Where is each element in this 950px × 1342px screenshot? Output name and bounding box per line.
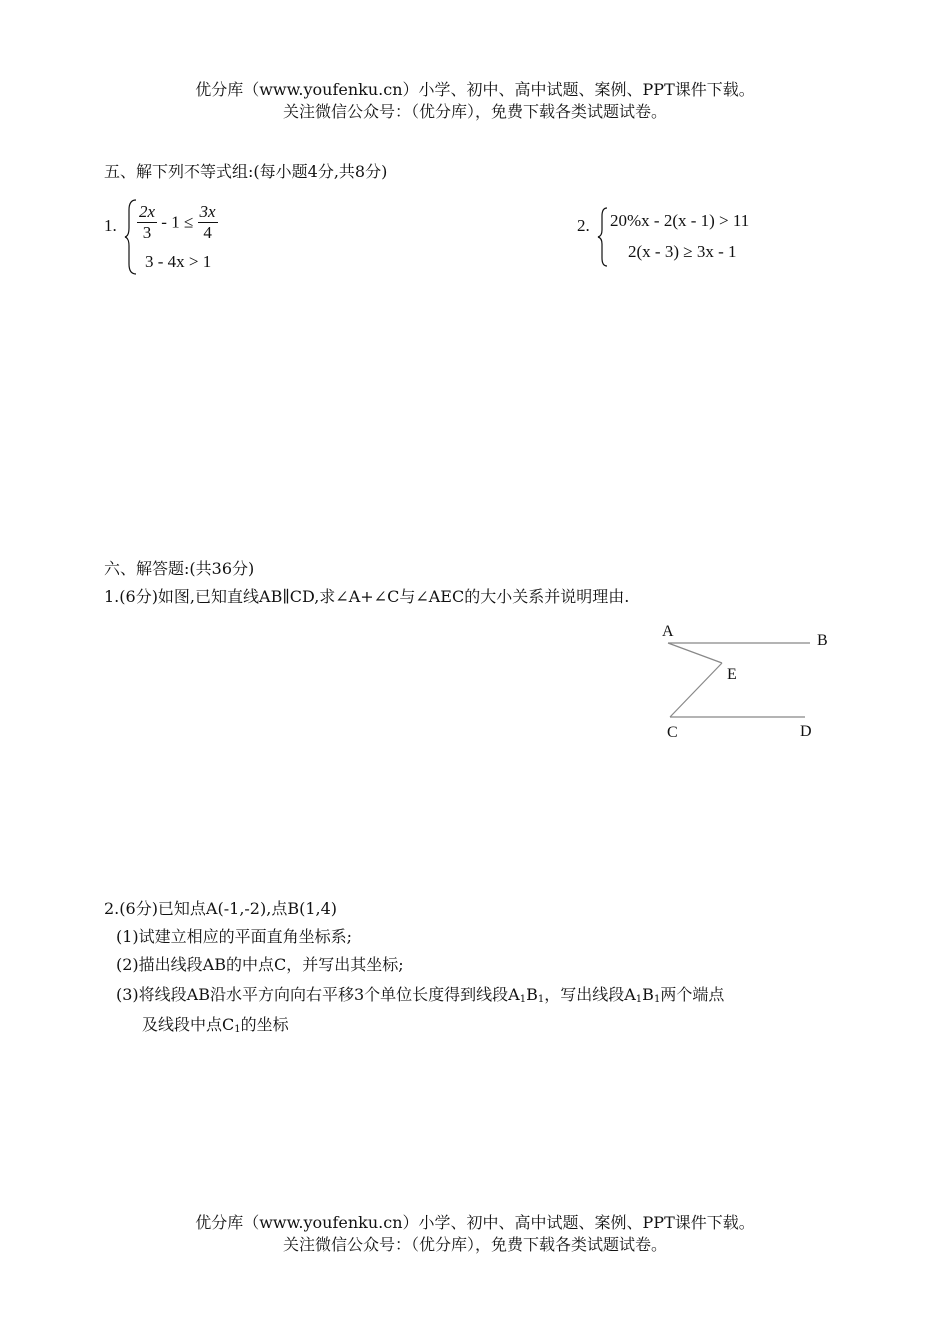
q2-line-2: 2(x - 3) ≥ 3x - 1	[628, 242, 737, 261]
header-line-1: 优分库（www.youfenku.cn）小学、初中、高中试题、案例、PPT课件下载。	[195, 80, 755, 99]
q1-frac-2-num: 3x	[199, 202, 216, 221]
q1-brace	[124, 198, 138, 276]
section-5-title: 五、解下列不等式组:(每小题4分,共8分)	[104, 162, 388, 181]
p3-mid-2: ，写出线段A	[544, 985, 636, 1004]
s6-q2-intro: 2.(6分)已知点A(-1,-2),点B(1,4)	[104, 899, 338, 918]
p3-sub-1: 1	[519, 994, 527, 1005]
label-d: D	[800, 723, 812, 740]
p3-mid-1: B	[526, 985, 538, 1004]
q2-number: 2.	[577, 216, 590, 235]
header-line-2: 关注微信公众号：（优分库），免费下载各类试题试卷。	[282, 102, 667, 121]
p3-sub-2: 1	[537, 994, 545, 1005]
q1-mid: - 1 ≤	[161, 212, 194, 232]
segment-ae	[668, 643, 722, 663]
p3-line2-pre: 及线段中点C	[142, 1015, 235, 1034]
p3-mid-3: B	[642, 985, 654, 1004]
label-b: B	[817, 632, 828, 649]
segment-ec	[670, 663, 722, 717]
footer-line-1: 优分库（www.youfenku.cn）小学、初中、高中试题、案例、PPT课件下载。	[195, 1213, 755, 1232]
label-e: E	[727, 666, 737, 683]
s6-q2-part-3-line-2	[142, 1012, 289, 1035]
q2-line-1: 20%x - 2(x - 1) > 11	[610, 211, 750, 230]
q1-frac-2	[198, 202, 218, 243]
p3-sub-3: 1	[635, 994, 643, 1005]
s6-q2-part-1: (1)试建立相应的平面直角坐标系;	[116, 927, 353, 946]
section-6-title: 六、解答题:(共36分)	[104, 559, 255, 578]
footer-line-2: 关注微信公众号：（优分库），免费下载各类试题试卷。	[282, 1235, 667, 1254]
s6-q2-part-2: (2)描出线段AB的中点C，并写出其坐标;	[116, 955, 404, 974]
s6-q1-text: 1.(6分)如图,已知直线AB∥CD,求∠A+∠C与∠AEC的大小关系并说明理由.	[104, 587, 630, 606]
p3-sub-4: 1	[653, 994, 661, 1005]
q1-line-2: 3 - 4x > 1	[145, 252, 212, 271]
label-a: A	[662, 623, 674, 640]
q1-frac-2-den: 4	[203, 223, 212, 242]
q1-frac-1-num: 2x	[139, 202, 156, 221]
label-c: C	[667, 724, 678, 741]
p3-line2-post: 的坐标	[240, 1015, 289, 1034]
p3-post: 两个端点	[660, 985, 725, 1004]
q1-line-1	[137, 202, 218, 243]
p3-line2-sub: 1	[234, 1024, 241, 1035]
q2-brace	[597, 206, 609, 268]
q1-number: 1.	[104, 216, 117, 235]
q1-frac-1-den: 3	[142, 223, 152, 242]
s6-q2-part-3	[116, 982, 724, 1005]
q1-frac-1	[137, 202, 157, 243]
p3-pre: (3)将线段AB沿水平方向向右平移3个单位长度得到线段A	[116, 985, 520, 1004]
